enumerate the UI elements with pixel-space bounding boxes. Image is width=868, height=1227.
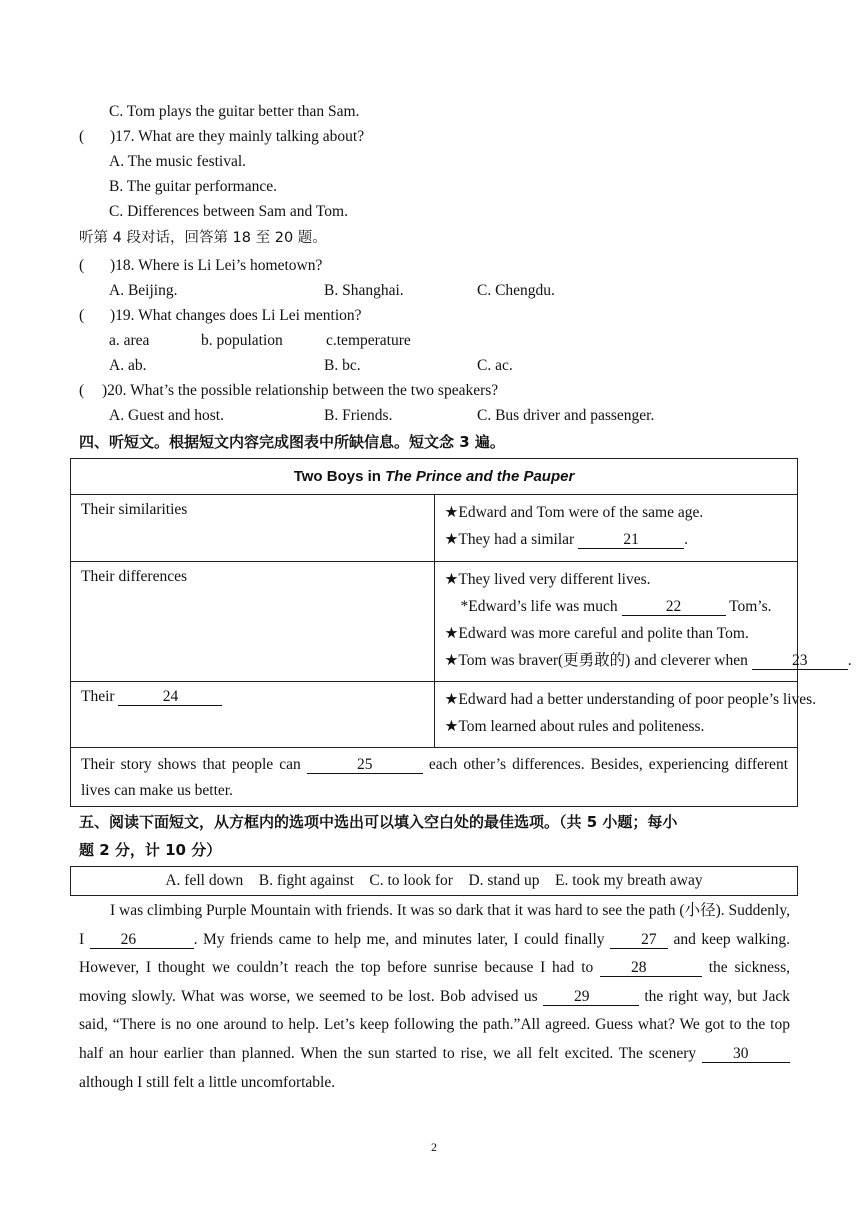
q18-bracket: ( [79, 257, 85, 274]
blank-27[interactable]: 27 [610, 931, 668, 949]
table-title [71, 459, 798, 495]
q19-question: )19. What changes does Li Lei mention? [110, 307, 362, 324]
q19-item-b: b. population [201, 332, 283, 349]
part5-heading-line1: 五、阅读下面短文，从方框内的选项中选出可以填入空白处的最佳选项。（共 5 小题；每小 [79, 813, 678, 831]
table-row [71, 495, 798, 562]
blank-28[interactable]: 28 [600, 959, 702, 977]
q20-question: )20. What’s the possible relationship between the two speakers? [102, 382, 499, 399]
story-text: Their story shows that people can [81, 756, 307, 773]
q16-option-c: C. Tom plays the guitar better than Sam. [109, 103, 360, 120]
q18-option-b: B. Shanghai. [324, 282, 404, 299]
q17-bracket: ( [79, 128, 85, 145]
q17-option-c: C. Differences between Sam and Tom. [109, 203, 348, 220]
q19-option-b: B. bc. [324, 357, 361, 374]
q17-option-b: B. The guitar performance. [109, 178, 277, 195]
line-text: . [847, 652, 852, 669]
section4-instruction: 听第 4 段对话，回答第 18 至 20 题。 [79, 230, 327, 246]
reading-passage [79, 897, 790, 1097]
table-row [71, 748, 798, 807]
blank-24[interactable]: 24 [118, 688, 222, 706]
q20-bracket: ( [79, 382, 85, 399]
story-summary [71, 748, 798, 807]
table-line [445, 620, 798, 647]
table-line [445, 593, 798, 620]
story-text: each other’s differences. Besides, experiencing different lives can make us better. [81, 756, 788, 799]
page-number: 2 [431, 1140, 437, 1154]
line-text: ★Tom was braver(更勇敢的) and cleverer when [444, 652, 752, 669]
line-text: ★Edward had a better understanding of poor people’s lives. [444, 691, 817, 708]
line-text: ★They lived very different lives. [444, 571, 651, 588]
passage-text: and keep walking. However, I thought we couldn’t reach the top before sunrise because I had to [79, 930, 790, 977]
q20-option-b: B. Friends. [324, 407, 393, 424]
blank-29[interactable]: 29 [543, 988, 639, 1006]
line-text: ★Edward was more careful and polite than Tom. [444, 625, 749, 642]
blank-26[interactable]: 26 [90, 931, 194, 949]
q18-option-a: A. Beijing. [109, 282, 178, 299]
table-line [445, 526, 798, 553]
q17-question: )17. What are they mainly talking about? [110, 128, 365, 145]
q19-option-a: A. ab. [109, 357, 147, 374]
q20-option-c: C. Bus driver and passenger. [477, 407, 655, 424]
blank-21[interactable]: 21 [578, 531, 684, 549]
passage-text: I was climbing Purple Mountain with friends. It was so dark that it was hard to see the path (小径). Suddenly, I [79, 902, 790, 948]
table-line [445, 499, 798, 526]
line-text: ★They had a similar [444, 531, 579, 548]
q19-bracket: ( [79, 307, 85, 324]
passage-text: the sickness, moving slowly. What was worse, we seemed to be lost. Bob advised us [79, 959, 790, 1005]
q19-item-c: c.temperature [326, 332, 411, 349]
info-table [70, 458, 852, 807]
blank-23[interactable]: 23 [752, 652, 848, 670]
table-line [445, 713, 798, 740]
part5-heading-line2: 题 2 分，计 10 分） [79, 841, 222, 859]
passage-text: . My friends came to help me, and minutes later, I could finally [193, 930, 611, 948]
q18-option-c: C. Chengdu. [477, 282, 555, 299]
row-label-their: Their [81, 688, 119, 705]
q17-option-a: A. The music festival. [109, 153, 247, 170]
table-line [444, 647, 852, 674]
table-row [71, 562, 798, 682]
line-text: ★Tom learned about rules and politeness. [444, 718, 705, 735]
q20-option-a: A. Guest and host. [109, 407, 224, 424]
blank-22[interactable]: 22 [622, 598, 726, 616]
row-label-differences: Their differences [81, 568, 188, 585]
line-text: ★Edward and Tom were of the same age. [444, 504, 704, 521]
line-text: *Edward’s life was much [460, 598, 622, 615]
passage-text: although I still felt a little uncomfortable. [79, 1073, 336, 1091]
line-text: . [684, 531, 688, 548]
table-title-book: The Prince and the Pauper [385, 468, 575, 485]
q19-item-a: a. area [109, 332, 150, 349]
blank-30[interactable]: 30 [702, 1045, 790, 1063]
part4-heading: 四、听短文。根据短文内容完成图表中所缺信息。短文念 3 遍。 [79, 433, 505, 451]
table-row [71, 682, 798, 748]
blank-25[interactable]: 25 [307, 756, 423, 774]
options-box: A. fell down B. fight against C. to look for D. stand up E. took my breath away [70, 866, 798, 896]
line-text: Tom’s. [725, 598, 772, 615]
table-line [445, 566, 798, 593]
passage-text: the right way, but Jack said, “There is no one around to help. Let’s keep following the path.”All agreed. Guess what? We got to the top half an hour earlier than planned. When the sun started to rise, we all felt excited. The scenery [79, 987, 791, 1062]
row-label-similarities: Their similarities [81, 501, 188, 518]
table-line [444, 686, 817, 713]
q19-option-c: C. ac. [477, 357, 513, 374]
q18-question: )18. Where is Li Lei’s hometown? [110, 257, 323, 274]
table-title-prefix: Two Boys in [293, 468, 386, 485]
